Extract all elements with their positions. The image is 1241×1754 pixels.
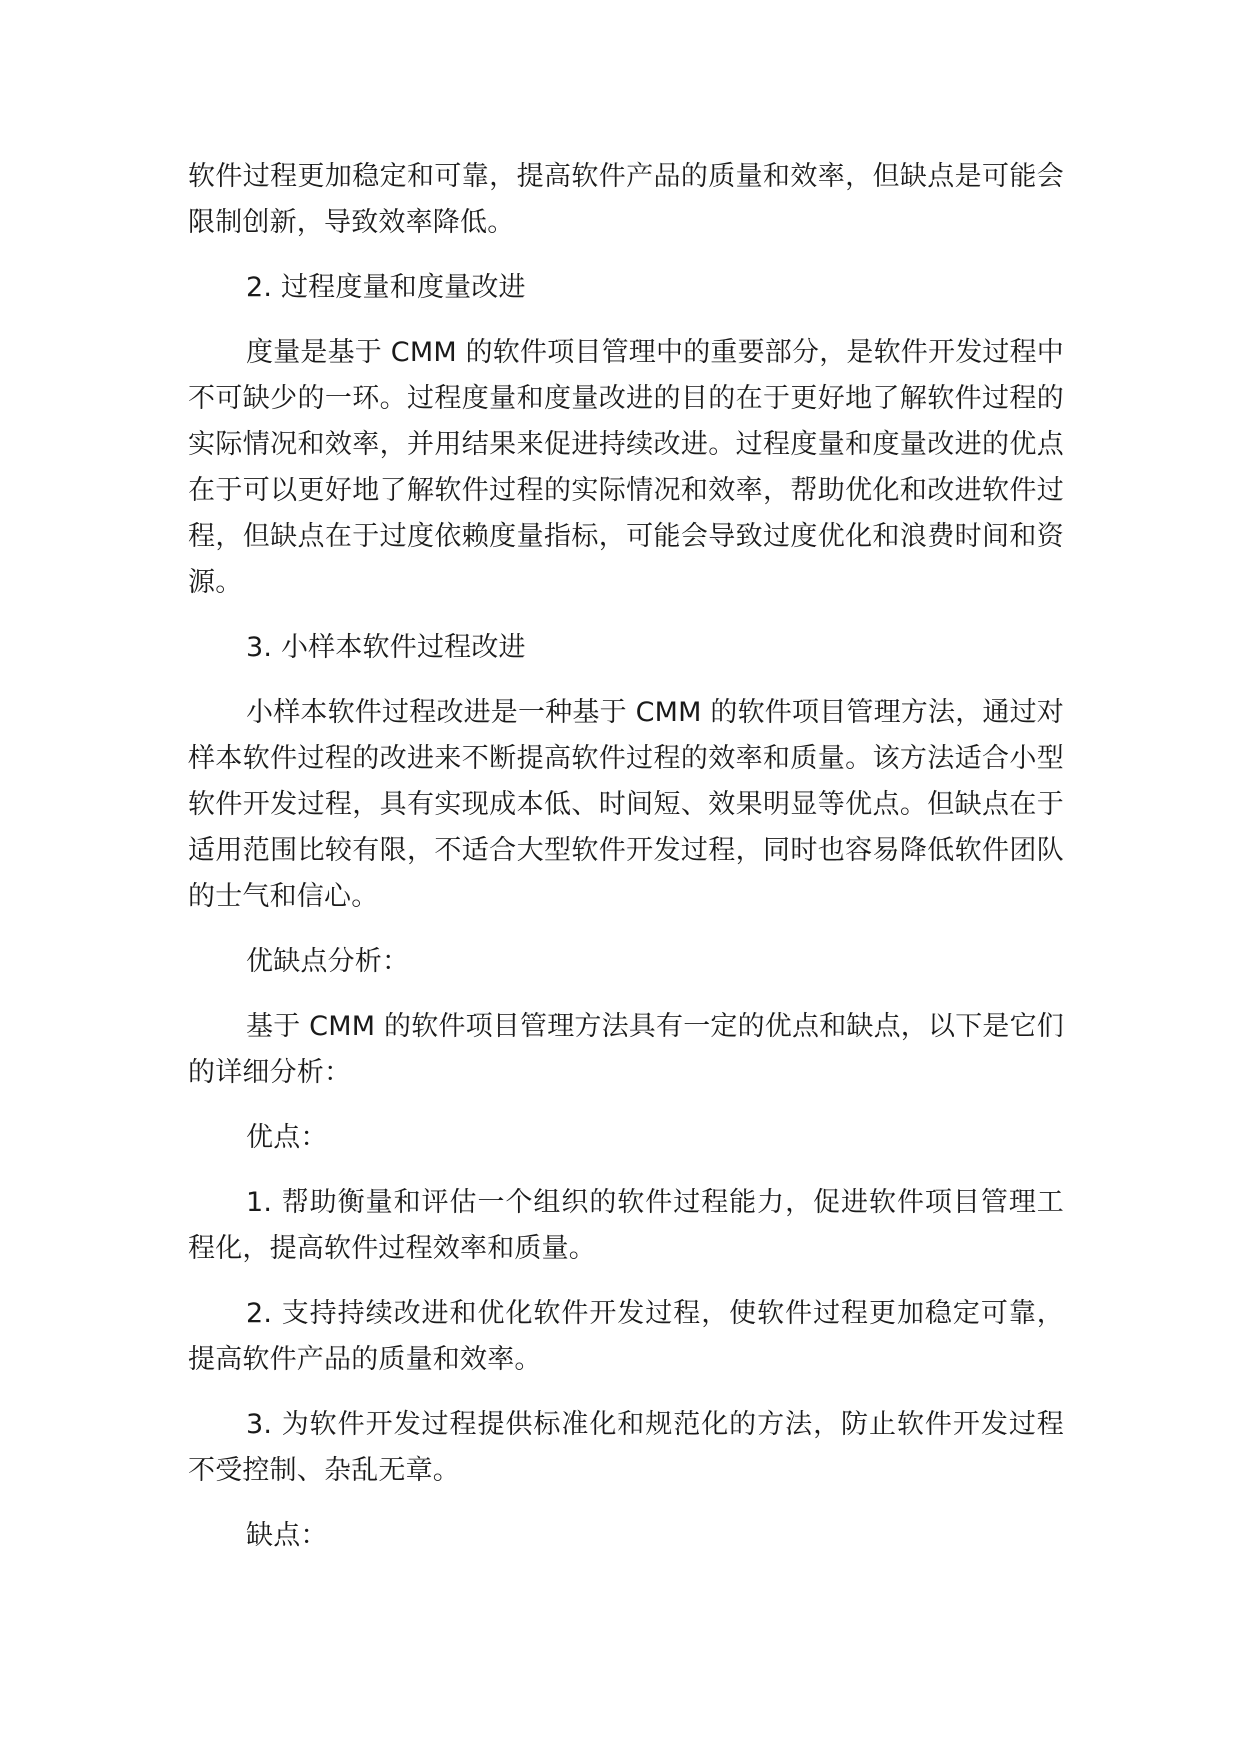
heading-process-measurement: 2. 过程度量和度量改进 [246, 272, 526, 303]
list-item-pro-2: 2. 支持持续改进和优化软件开发过程，使软件过程更加稳定可靠，提高软件产品的质量和效率。 [188, 1298, 1064, 1375]
paragraph-small-sample-improvement: 小样本软件过程改进是一种基于 CMM 的软件项目管理方法，通过对样本软件过程的改进来不断提高软件过程的效率和质量。该方法适合小型软件开发过程，具有实现成本低、时间短、效果明显等优点。但缺点在于适用范围比较有限，不适合大型软件开发过程，同时也容易降低软件团队的士气和信心。 [188, 697, 1065, 912]
paragraph-continuation: 软件过程更加稳定和可靠，提高软件产品的质量和效率，但缺点是可能会限制创新，导致效率降低。 [188, 161, 1064, 238]
paragraph-pros-cons-intro: 基于 CMM 的软件项目管理方法具有一定的优点和缺点，以下是它们的详细分析： [188, 1011, 1065, 1088]
heading-pros: 优点： [246, 1122, 328, 1153]
list-item-pro-3: 3. 为软件开发过程提供标准化和规范化的方法，防止软件开发过程不受控制、杂乱无章。 [188, 1409, 1064, 1486]
heading-small-sample-improvement: 3. 小样本软件过程改进 [246, 632, 526, 663]
heading-cons: 缺点： [246, 1520, 328, 1551]
list-item-pro-1: 1. 帮助衡量和评估一个组织的软件过程能力，促进软件项目管理工程化，提高软件过程效率和质量。 [188, 1187, 1064, 1264]
heading-pros-cons-analysis: 优缺点分析： [246, 946, 410, 977]
paragraph-process-measurement: 度量是基于 CMM 的软件项目管理中的重要部分，是软件开发过程中不可缺少的一环。过程度量和度量改进的目的在于更好地了解软件过程的实际情况和效率，并用结果来促进持续改进。过程度量和度量改进的优点在于可以更好地了解软件过程的实际情况和效率，帮助优化和改进软件过程，但缺点在于过度依赖度量指标，可能会导致过度优化和浪费时间和资源。 [188, 337, 1065, 598]
document-body [188, 154, 1064, 1578]
